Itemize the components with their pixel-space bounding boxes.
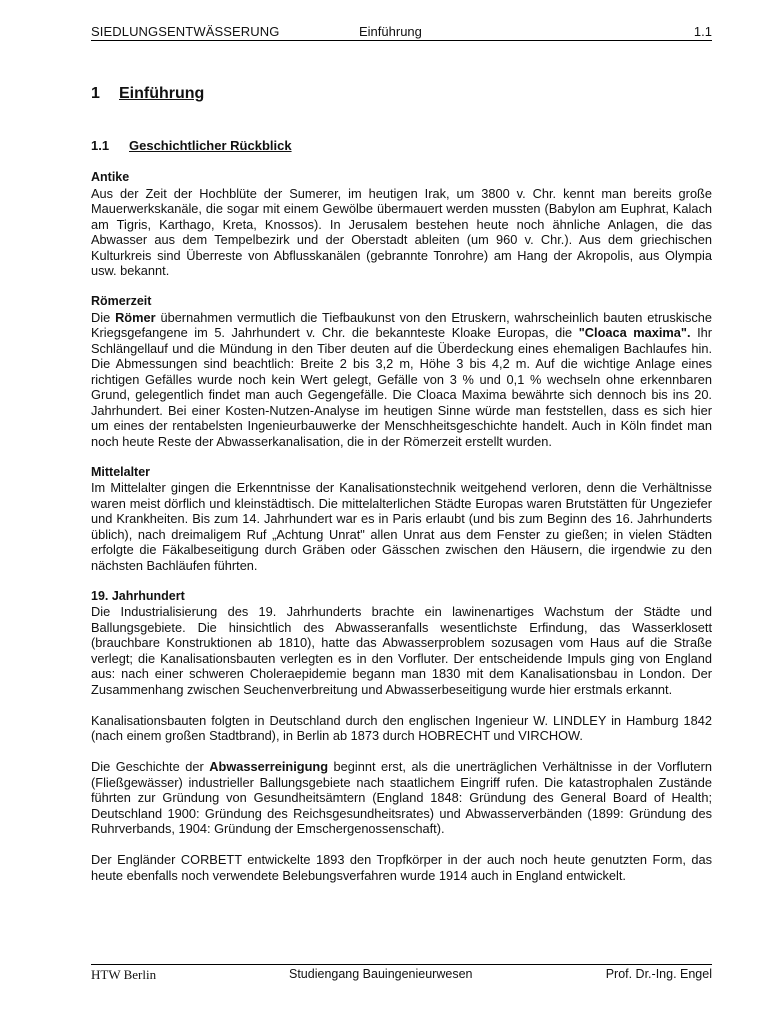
paragraph-corbett: Der Engländer CORBETT entwickelte 1893 den Tropfkörper in der auch noch heute genutzten Form, das heute ebenfalls noch verwendete Belebungsverfahren wurde 1914 auch in England entwickelt. bbox=[91, 852, 712, 883]
paragraph-antike: Aus der Zeit der Hochblüte der Sumerer, im heutigen Irak, um 3800 v. Chr. kennt man bereits große Mauerwerkskanäle, die sogar mit einem Gewölbe übermauert werden mussten (Babylon am Euphrat, Kalach am Tigris, Karthago, Kreta, Knossos). In Jerusalem bestehen heute noch ähnliche Anlagen, die das Abwasser aus dem Tempelbezirk und der Oberstadt ableiten (um 960 v. Chr.). Aus dem griechischen Kulturkreis sind Überreste von Abflusskanälen (gebrannte Tonrohre) am Hang der Akropolis, aus Olympia usw. bekannt. bbox=[91, 185, 712, 278]
text-segment: Ihr Schlängellauf und die Mündung in den Tiber deuten auf die Überdeckung eines ehemaligen Bachlaufes hin. Die Abmessungen sind beachtlich: Breite 2 bis 3,2 m, Höhe 3 bis 4,2 m. Auf die wichtige Anlage eines richtigen Gefälles wurde noch kein Wert gelegt, Gefälle von 3 % und 0,1 % wechseln ohne erkennbaren Grund, gelegentlich findet man auch Gegengefälle. Die Cloaca Maxima bewährte sich dennoch bis ins 20. Jahrhundert. Bei einer Kosten-Nutzen-Analyse im heutigen Sinne würde man feststellen, dass es sich hier um eines der rentabelsten Ingenieurbauwerke der Menschheitsgeschichte handelt. Auch in Köln findet man noch heute Reste der Abwasserkanalisation, die in der Römerzeit erstellt wurden. bbox=[91, 325, 713, 449]
bold-term-cloaca-maxima: "Cloaca maxima". bbox=[578, 325, 691, 340]
text-segment: übernahmen vermutlich die Tiefbaukunst von den Etruskern, wahrscheinlich bauten etruskische Kriegsgefangene im 5. Jahrhundert v. Chr. die bekannteste Kloake Europas, die bbox=[91, 309, 712, 340]
header-course-title: SIEDLUNGSENTWÄSSERUNG bbox=[91, 24, 280, 39]
text-segment: Die bbox=[91, 309, 116, 325]
paragraph-abwasserreinigung bbox=[91, 759, 712, 837]
section-19-jahrhundert bbox=[91, 589, 712, 884]
header-page-number: 1.1 bbox=[693, 24, 712, 39]
paragraph-mittelalter: Im Mittelalter gingen die Erkenntnisse der Kanalisationstechnik weitgehend verloren, denn die Verhältnisse waren meist dörflich und kleinstädtisch. Die mittelalterlichen Städte Europas waren Brutstätten für Ungeziefer und Krankheiten. Bis zum 14. Jahrhundert war es in Paris erlaubt (und bis zum Beginn des 16. Jahrhunderts üblich), nach dreimaligem Ruf „Achtung Unrat" allen Unrat aus dem Fenster zu gießen; in vielen Städten erfolgte die Fäkalbeseitigung durch Gräben oder Gässchen zwischen den Häusern, die irgendwie zu den nächsten Bachläufen führten. bbox=[91, 480, 712, 573]
section-mittelalter bbox=[91, 465, 712, 574]
subheading-mittelalter: Mittelalter bbox=[91, 464, 151, 479]
section-heading bbox=[91, 137, 292, 154]
section-roemerzeit bbox=[91, 294, 712, 449]
chapter-number: 1 bbox=[91, 85, 100, 102]
text-segment: beginnt erst, als die unerträglichen Verhältnisse in der Vorflutern (Fließgewässer) industrieller Ballungsgebiete nach staatlichem Eingriff rufen. Die katastrophalen Zustände führten zur Gründung von Gesundheitsämtern (England 1848: Gründung des General Board of Health; Deutschland 1900: Gründung des Reichsgesundheitsrates) und Abwasserverbänden (1899: Gründung des Ruhrverbands, 1904: Gründung der Emschergenossenschaft). bbox=[91, 759, 712, 836]
section-title: Geschichtlicher Rückblick bbox=[129, 138, 292, 153]
header-chapter-title: Einführung bbox=[359, 24, 422, 39]
paragraph-industrialisierung: Die Industrialisierung des 19. Jahrhunderts brachte ein lawinenartiges Wachstum der Städte und Ballungsgebiete. Die hinsichtlich des Abwasseranfalls wesentlichste Erfindung, das Wasserklosett (brauchbare Konstruktionen ab 1810), hatte das Abwasserproblem sozusagen vom Haus auf die Straße verlegt; die Kanalisationsbauten verlegten es in den Vorfluter. Der entscheidende Impuls ging von England aus: nach einer schweren Choleraepidemie begann man 1830 mit dem Kanalisationsbau in London. Der Zusammenhang zwischen Seuchenverbreitung und Abwasserbeseitigung wurde hier erstmals erkannt. bbox=[91, 604, 712, 697]
section-number: 1.1 bbox=[91, 138, 110, 153]
chapter-heading bbox=[91, 84, 204, 104]
footer-institution: HTW Berlin bbox=[91, 967, 157, 982]
paragraph-roemerzeit bbox=[91, 310, 712, 450]
bold-term-abwasserreinigung: Abwasserreinigung bbox=[209, 759, 329, 774]
page-header bbox=[91, 23, 712, 41]
bold-term-roemer: Römer bbox=[115, 309, 156, 325]
body-content bbox=[91, 170, 712, 899]
paragraph-kanalisationsbauten: Kanalisationsbauten folgten in Deutschland durch den englischen Ingenieur W. LINDLEY in Hamburg 1842 (nach einem großen Stadtbrand), in Berlin ab 1873 durch HOBRECHT und VIRCHOW. bbox=[91, 712, 712, 743]
page-footer bbox=[91, 964, 712, 984]
chapter-title: Einführung bbox=[119, 85, 205, 102]
footer-program: Studiengang Bauingenieurwesen bbox=[289, 967, 473, 981]
subheading-19-jahrhundert: 19. Jahrhundert bbox=[91, 588, 185, 603]
subheading-roemerzeit: Römerzeit bbox=[91, 294, 152, 308]
footer-author: Prof. Dr.-Ing. Engel bbox=[605, 967, 712, 981]
section-antike bbox=[91, 170, 712, 279]
subheading-antike: Antike bbox=[91, 170, 130, 184]
text-segment: Die Geschichte der bbox=[91, 759, 210, 774]
